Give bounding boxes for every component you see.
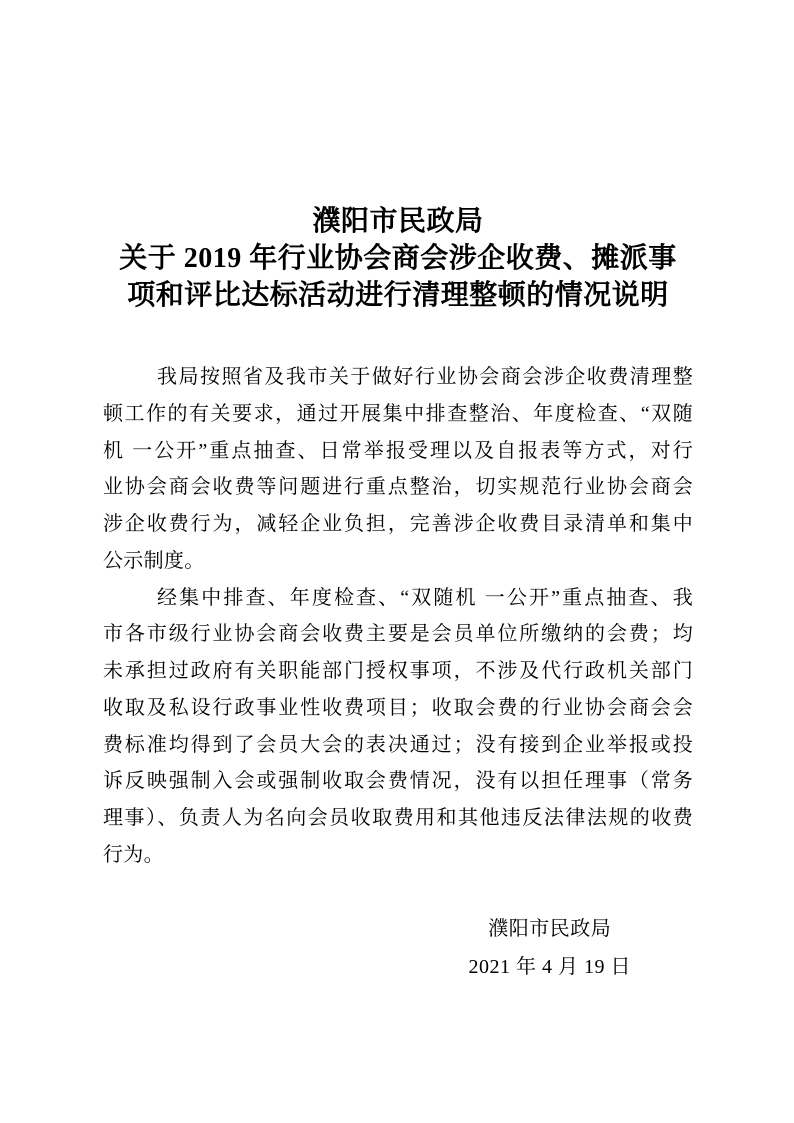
paragraph-1 (103, 359, 693, 580)
body-line: 涉企收费行为，减轻企业负担，完善涉企收费目录清单和集中 (103, 513, 693, 535)
title-line-2: 关于 2019 年行业协会商会涉企收费、摊派事 (119, 243, 677, 274)
document-title (103, 203, 693, 314)
paragraph-2 (103, 580, 693, 874)
signature-block (469, 910, 632, 986)
title-line-3: 项和评比达标活动进行清理整顿的情况说明 (127, 280, 669, 311)
body-line: 收取及私设行政事业性收费项目；收取会费的行业协会商会会 (103, 696, 693, 719)
document-body (103, 359, 693, 874)
body-line: 经集中排查、年度检查、“双随机 一公开”重点抽查、我 (157, 586, 693, 609)
body-line: 公示制度。 (103, 549, 205, 572)
body-line: 诉反映强制入会或强制收取会费情况，没有以担任理事（常务 (103, 770, 693, 793)
body-line: 机 一公开”重点抽查、日常举报受理以及自报表等方式，对行 (103, 439, 693, 462)
body-line: 费标准均得到了会员大会的表决通过；没有接到企业举报或投 (103, 733, 693, 756)
signature-date: 2021 年 4 月 19 日 (468, 955, 631, 978)
body-line: 业协会商会收费等问题进行重点整治，切实规范行业协会商会 (103, 476, 693, 499)
signature-org: 濮阳市民政局 (488, 917, 612, 940)
title-line-1: 濮阳市民政局 (312, 206, 484, 237)
body-line: 顿工作的有关要求，通过开展集中排查整治、年度检查、“双随 (103, 402, 693, 425)
body-line: 未承担过政府有关职能部门授权事项，不涉及代行政机关部门 (103, 660, 693, 682)
body-line: 理事）、负责人为名向会员收取费用和其他违反法律法规的收费 (103, 807, 693, 829)
body-line: 市各市级行业协会商会收费主要是会员单位所缴纳的会费；均 (103, 623, 693, 646)
body-line: 我局按照省及我市关于做好行业协会商会涉企收费清理整 (157, 366, 693, 388)
body-line: 行为。 (103, 843, 164, 866)
